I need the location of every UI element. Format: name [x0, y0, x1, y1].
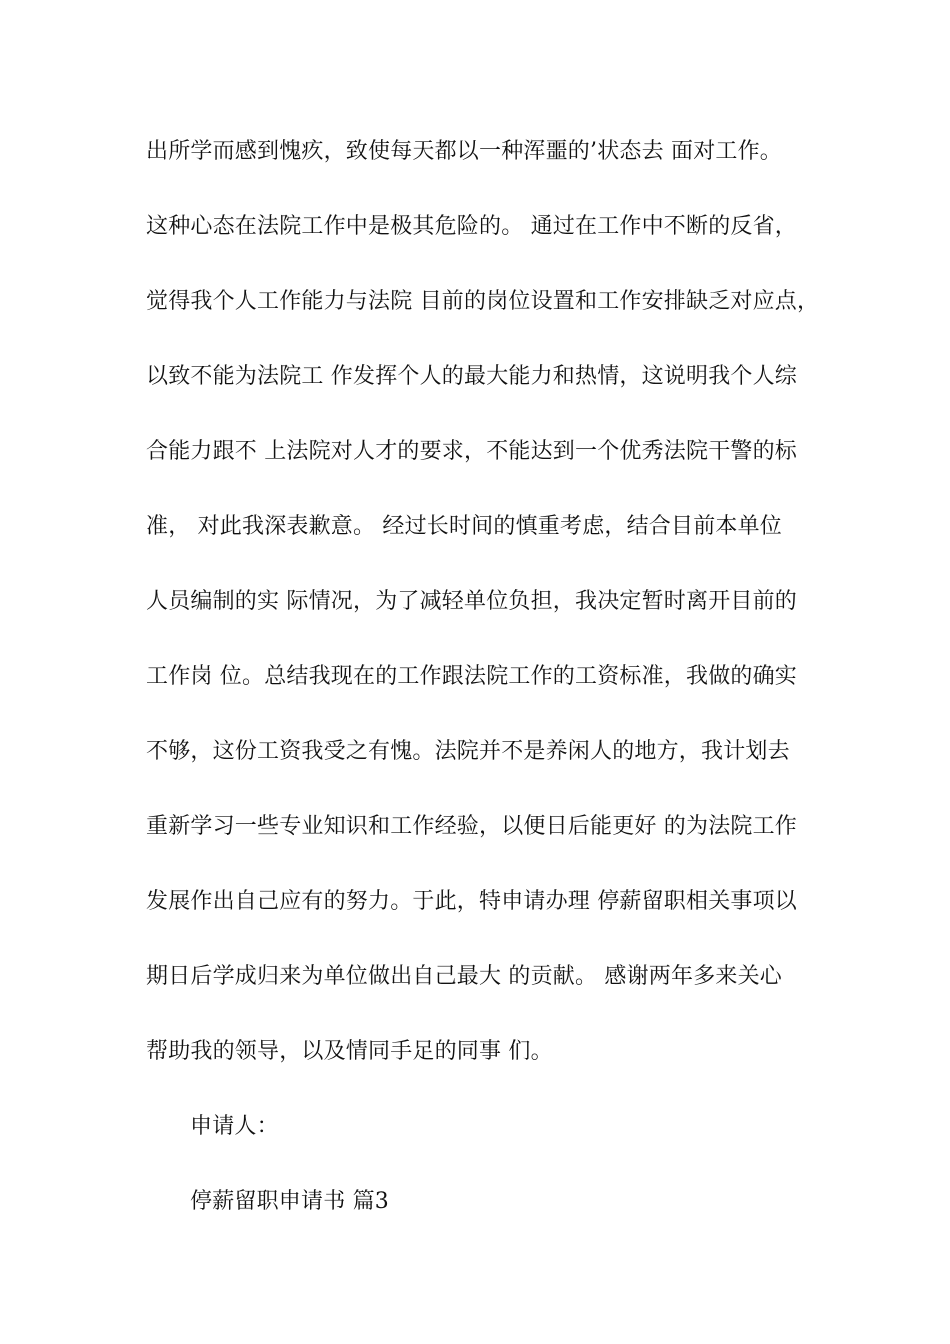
section-title: 停薪留职申请书 篇3 — [190, 1189, 389, 1214]
body-line-5: 合能力跟不 上法院对人才的要求，不能达到一个优秀法院干警的标 — [146, 439, 797, 464]
applicant-label: 申请人： — [190, 1114, 279, 1139]
body-line-2: 这种心态在法院工作中是极其危险的。 通过在工作中不断的反省， — [146, 214, 797, 239]
body-line-1: 出所学而感到愧疚，致使每天都以一种浑噩的’状态去 面对工作。 — [146, 139, 782, 164]
body-line-11: 发展作出自己应有的努力。于此，特申请办理 停薪留职相关事项以 — [146, 889, 797, 914]
body-line-7: 人员编制的实 际情况，为了减轻单位负担，我决定暂时离开目前的 — [146, 589, 797, 614]
body-line-3: 觉得我个人工作能力与法院 目前的岗位设置和工作安排缺乏对应点， — [146, 289, 820, 314]
body-line-6: 准， 对此我深表歉意。 经过长时间的慎重考虑，结合目前本单位 — [146, 514, 782, 539]
body-line-10: 重新学习一些专业知识和工作经验，以便日后能更好 的为法院工作 — [146, 814, 797, 839]
body-line-13: 帮助我的领导，以及情同手足的同事 们。 — [146, 1039, 553, 1064]
body-line-4: 以致不能为法院工 作发挥个人的最大能力和热情，这说明我个人综 — [146, 364, 797, 389]
body-line-12: 期日后学成归来为单位做出自己最大 的贡献。 感谢两年多来关心 — [146, 964, 782, 989]
body-line-9: 不够，这份工资我受之有愧。法院并不是养闲人的地方，我计划去 — [146, 739, 790, 764]
body-line-8: 工作岗 位。总结我现在的工作跟法院工作的工资标准，我做的确实 — [146, 664, 797, 689]
